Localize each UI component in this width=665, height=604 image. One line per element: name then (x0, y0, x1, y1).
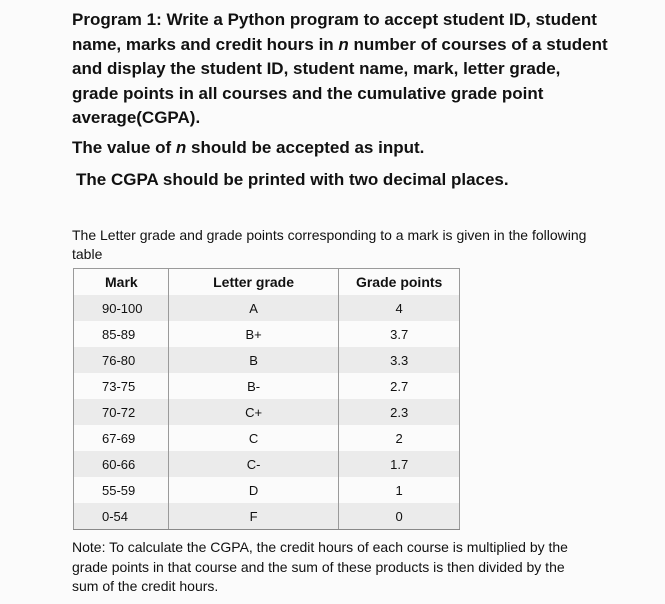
table-row (74, 321, 460, 347)
cell-letter-grade: C (168, 425, 338, 451)
heading-line-2 (72, 33, 642, 58)
input-requirement-n: n (175, 138, 187, 157)
cell-grade-points: 2.3 (339, 399, 460, 425)
table-row (74, 347, 460, 373)
cell-mark: 55-59 (74, 477, 169, 503)
cell-letter-grade: A (168, 295, 338, 321)
cell-mark: 67-69 (74, 425, 169, 451)
heading-line-1: Program 1: Write a Python program to accept student ID, student (72, 10, 597, 29)
input-requirement-post: should be accepted as input. (186, 138, 425, 157)
heading-line-4: grade points in all courses and the cumulative grade point (72, 83, 544, 103)
header-letter-grade: Letter grade (168, 269, 338, 296)
table-row (74, 503, 460, 530)
heading-line-2-n: n (338, 34, 349, 54)
cell-grade-points: 1.7 (339, 451, 460, 477)
cgpa-note (72, 538, 632, 597)
header-mark: Mark (74, 269, 169, 296)
cell-mark: 90-100 (74, 295, 169, 321)
heading-line-3: and display the student ID, student name, mark, letter grade, (72, 59, 561, 78)
cell-letter-grade: C+ (168, 399, 338, 425)
cell-grade-points: 3.7 (339, 321, 460, 347)
cell-grade-points: 2.7 (339, 373, 460, 399)
input-requirement-pre: The value of (72, 138, 176, 157)
cell-grade-points: 4 (339, 295, 460, 321)
cell-grade-points: 3.3 (339, 347, 460, 373)
table-row (74, 399, 460, 425)
cgpa-note-line-1: Note: To calculate the CGPA, the credit hours of each course is multiplied by the (72, 539, 568, 555)
cell-mark: 60-66 (74, 451, 169, 477)
cell-mark: 0-54 (74, 503, 169, 530)
header-grade-points: Grade points (339, 269, 460, 296)
table-row (74, 373, 460, 399)
cell-mark: 73-75 (74, 373, 169, 399)
table-row (74, 425, 460, 451)
cell-letter-grade: F (168, 503, 338, 530)
table-intro-line-1: The Letter grade and grade points corresponding to a mark is given in the following (72, 227, 587, 243)
cell-letter-grade: B+ (168, 321, 338, 347)
cell-grade-points: 2 (339, 425, 460, 451)
cell-letter-grade: B (168, 347, 338, 373)
input-requirement (72, 136, 424, 160)
cgpa-requirement: The CGPA should be printed with two decimal places. (76, 170, 509, 189)
table-intro-line-2: table (72, 246, 103, 262)
cell-letter-grade: C- (168, 451, 338, 477)
cell-grade-points: 0 (339, 503, 460, 530)
cell-grade-points: 1 (339, 477, 460, 503)
grade-table-header-row (74, 269, 460, 296)
cgpa-note-line-2: grade points in that course and the sum of these products is then divided by the (72, 558, 565, 575)
cell-mark: 85-89 (74, 321, 169, 347)
table-intro (72, 226, 632, 264)
table-row (74, 451, 460, 477)
heading-line-2-pre: name, marks and credit hours in (72, 34, 339, 54)
table-row (74, 295, 460, 321)
grade-table (73, 268, 460, 530)
cell-letter-grade: B- (168, 373, 338, 399)
program-heading (72, 8, 642, 131)
cgpa-note-line-3: sum of the credit hours. (72, 578, 219, 594)
cell-mark: 76-80 (74, 347, 169, 373)
heading-line-2-post: number of courses of a student (348, 34, 608, 54)
heading-line-5: average(CGPA). (72, 108, 201, 127)
cell-letter-grade: D (168, 477, 338, 503)
table-row (74, 477, 460, 503)
cell-mark: 70-72 (74, 399, 169, 425)
